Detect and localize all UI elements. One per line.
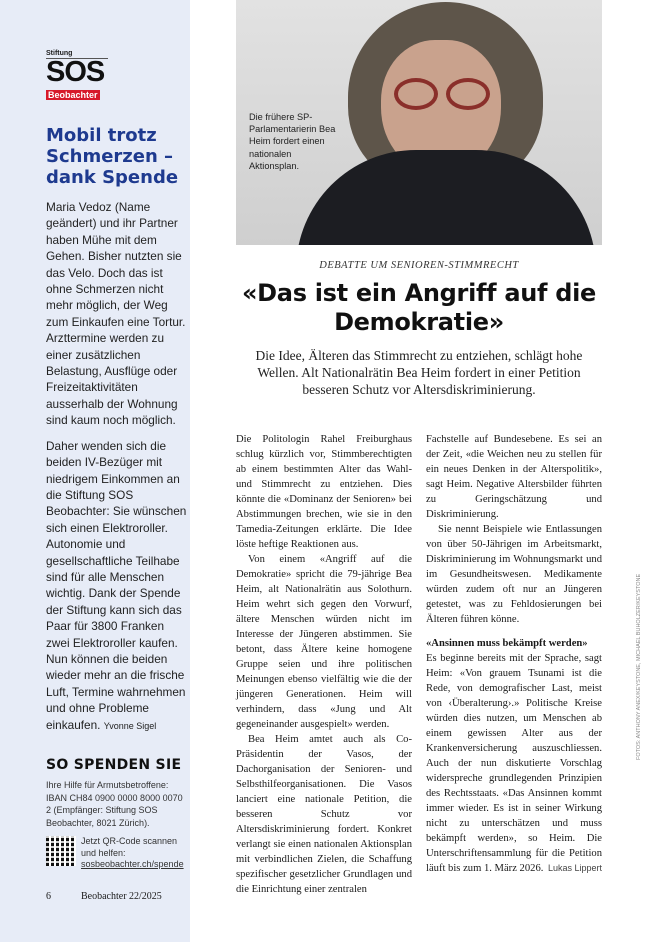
article-paragraph: Sie nennt Beispiele wie Entlassungen von über 50-Jährigen im Arbeitsmarkt, Diskriminierung im Wohnungsmarkt und im Gesundheitswesen. Medikamente würden zudem oft nur an Jüngeren getestet, was zu Fehldosierungen bei Älteren führen könne. (426, 524, 602, 625)
photo-glasses (386, 78, 496, 108)
article-kicker: DEBATTE UM SENIOREN-STIMMRECHT (319, 260, 519, 271)
article-paragraph: Von einem «Angriff auf die Demokratie» spricht die 79-jährige Bea Heim, alt Nationalrätin aus Solothurn. Heim wehrt sich gegen den Vorwurf, ältere Menschen würden nicht im Interesse der Jüngeren abstimmen. Sie betont, dass Ältere keine homogene Gruppe seien und ihre politischen Meinungen ebenso vielfältig wie die der jüngeren Generationen. Heim will verhindern, dass «Jung und Alt gegeneinander ausgespielt» werden. (236, 554, 412, 730)
sidebar-paragraph: Maria Vedoz (Name geändert) und ihr Partner haben Mühe mit dem Gehen. Bisher nutzten sie das Velo. Doch das ist ohne Schmerzen nicht mehr möglich, der Weg zum Einkaufen eine Tortur. Arzttermine werden zu einer zusätzlichen Belastung, Ausflüge oder Freizeitaktivitäten ausserhalb der Wohnung sind kaum noch möglich. (46, 200, 186, 428)
photo-credit: FOTOS: ANTHONY ANEX/KEYSTONE, MICHAEL BUHOLZER/KEYSTONE (636, 573, 642, 760)
logo-beobachter: Beobachter (48, 90, 98, 100)
article-headline: «Das ist ein Angriff auf die Demokratie» (241, 279, 597, 336)
qr-text: Jetzt QR-Code scannen und helfen: (81, 836, 178, 858)
article-header (236, 260, 602, 398)
qr-code-icon[interactable] (46, 836, 76, 866)
portrait-photo (236, 0, 602, 245)
donate-link[interactable]: sosbeobachter.ch/spende (81, 859, 184, 869)
page-number: 6 (46, 890, 51, 902)
logo-sos: SOS (46, 56, 105, 88)
sidebar-paragraph-text: Daher wenden sich die beiden IV-Bezüger mit niedrigem Einkommen an die Stiftung SOS Beobachter: Sie wünschen sich einen Elektroroller. Autonomie und gesellschaftliche Teilhabe sind für alle Menschen wichtig. Dank der Spende der Stiftung kann sich das Paar für 3800 Franken zwei Elektroroller kaufen. Nun können die beiden wieder mehr an die frische Luft, Termine wahrnehmen und ohne Probleme einkaufen. (46, 438, 187, 732)
article-column-2 (426, 432, 602, 876)
logo-stiftung: Stiftung (46, 50, 108, 59)
issue-label: Beobachter 22/2025 (81, 890, 162, 902)
sos-beobachter-logo (46, 50, 108, 103)
sidebar-author: Yvonne Sigel (103, 720, 157, 731)
article-lead: Die Idee, Älteren das Stimmrecht zu entziehen, schlägt hohe Wellen. Alt Nationalrätin Bea Heim fordert in einer Petition besseren Schutz vor Altersdiskriminierung. (255, 348, 583, 397)
article-paragraph (426, 651, 602, 876)
donate-text: Ihre Hilfe für Armutsbetroffene: IBAN CH84 0900 0000 8000 0070 2 (Empfänger: Stiftung SOS Beobachter, 8021 Zürich). (46, 780, 183, 828)
sidebar-body (46, 199, 188, 743)
sos-sidebar (0, 0, 190, 942)
qr-section (46, 836, 190, 871)
sidebar-title: Mobil trotz Schmerzen – dank Spende (46, 125, 179, 188)
article-author: Lukas Lippert (547, 863, 602, 873)
folio (46, 871, 190, 902)
article-paragraph-text: Es beginne bereits mit der Sprache, sagt Heim: «Von grauem Tsunami ist die Rede, von demografischer Last, meist von ‹Überalterung›.» Politische Kreise würden dies nutzen, um Menschen ab einem gewissen Alter aus der Krankenversicherung auszuschliessen. Auch der nun diskutierte Vorschlag widerspreche grundlegenden Prinzipien des Rechtsstaats. «Das Ansinnen kommt immer wieder. Es ist in seiner Wirkung nicht zu unterschätzen und muss bekämpft werden», so Heim. Die Unterschriftensammlung für die Petition läuft bis zum 1. März 2026. (426, 653, 602, 874)
photo-caption: Die frühere SP-Parlamentarierin Bea Heim fordert einen nationalen Aktionsplan. (249, 112, 336, 171)
donate-heading: SO SPENDEN SIE (46, 757, 182, 773)
photo-body (296, 150, 596, 245)
article-paragraph: Die Politologin Rahel Freiburghaus schlug kürzlich vor, Stimmberechtigten ab einem bestimmten Alter das Wahl- und Stimmrecht zu entziehen. Dies könnte die «Dominanz der Senioren» bei Abstimmungen brechen, wie sie in den Tamedia-Zeitungen erklärte. Die Idee löste heftige Reaktionen aus. (236, 434, 412, 550)
sidebar-paragraph (46, 438, 188, 734)
article-column-1 (236, 432, 412, 897)
article-subheading: «Ansinnen muss bekämpft werden» (426, 638, 588, 649)
article-paragraph: Fachstelle auf Bundesebene. Es sei an der Zeit, «die Weichen neu zu stellen für ein neues Denken in der Alterspolitik», sagt Heim. Negative Altersbilder führten zu Geringschätzung und Diskriminierung. (426, 434, 602, 520)
article-paragraph: Bea Heim amtet auch als Co-Präsidentin der Vasos, der Dachorganisation der Senioren- und Selbsthilfeorganisationen. Die Vasos lanciert eine nationale Petition, die besseren Schutz vor Altersdiskriminierung fordert. Konkret verlangt sie einen nationalen Aktionsplan mit verbindlichen Zielen, die Schaffung spezifischer gesetzlicher Grundlagen und die Einrichtung einer zentralen (236, 734, 412, 895)
